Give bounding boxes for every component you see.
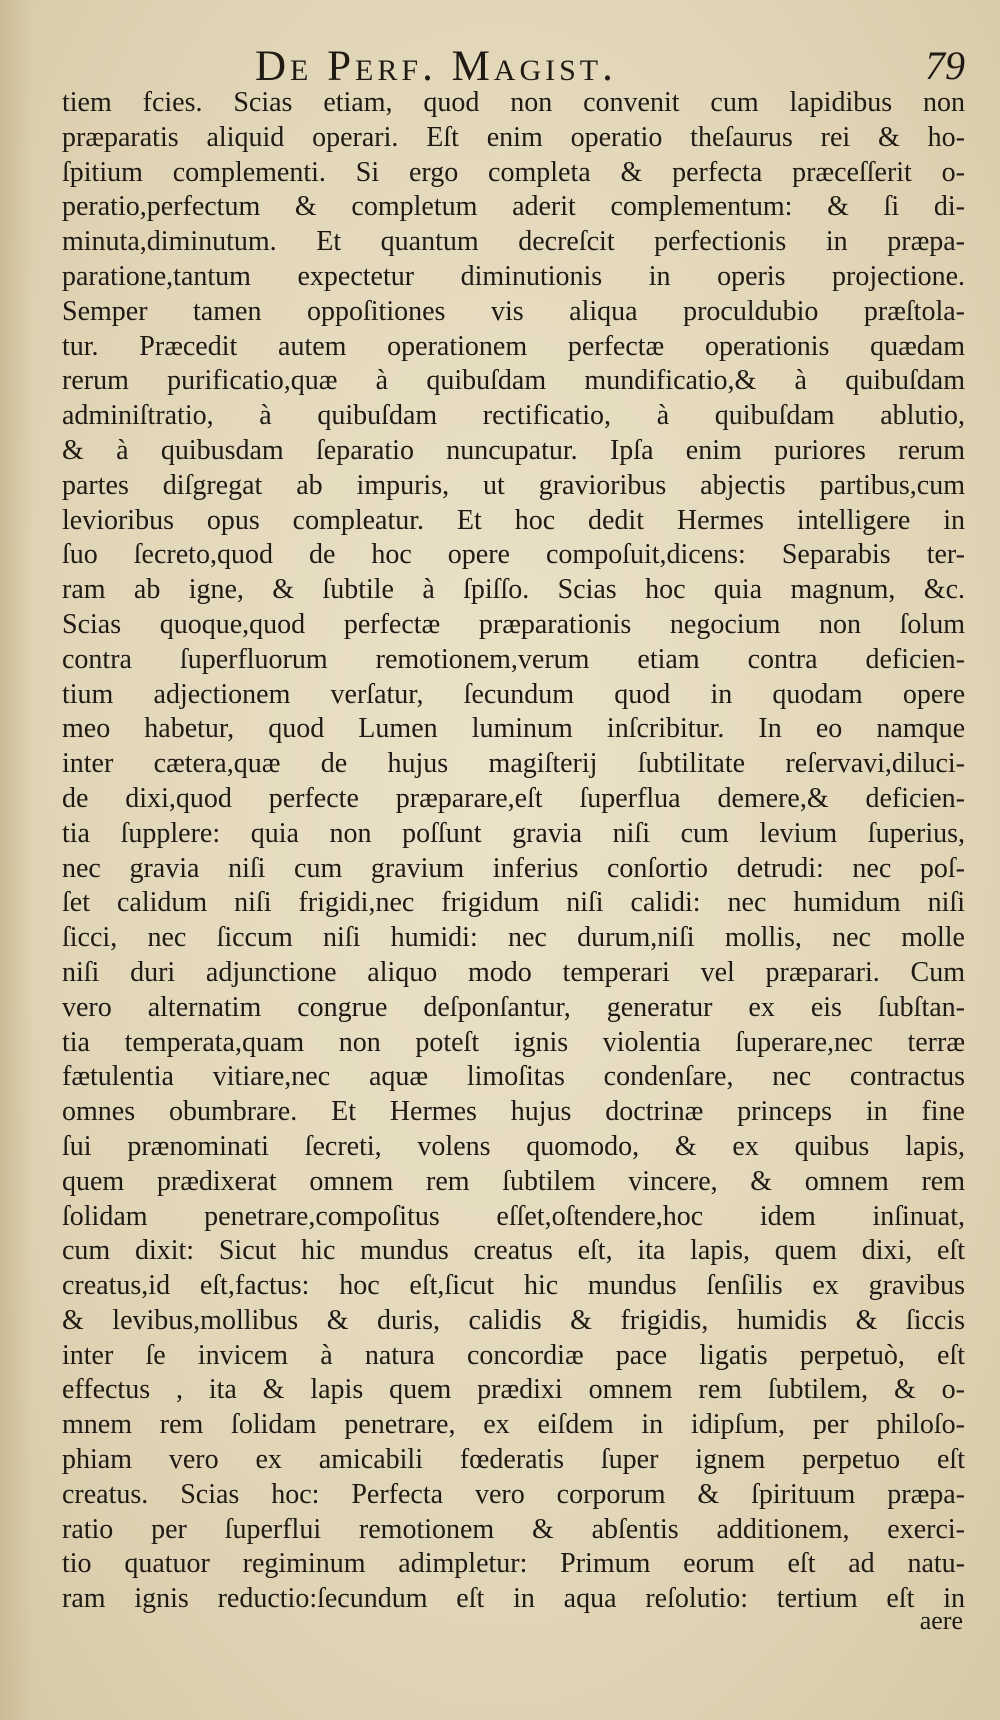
text-line: Scias quoque,quod perfectæ præparationis negocium non ſolum [62,608,965,640]
text-line: nec gravia niſi cum gravium inferius conſortio detrudi: nec poſ- [62,852,965,884]
text-line: phiam vero ex amicabili fœderatis ſuper ignem perpetuo eſt [62,1444,965,1476]
text-line: creatus. Scias hoc: Perfecta vero corporum & ſpirituum præpa- [62,1478,965,1510]
text-line: levioribus opus compleatur. Et hoc dedit Hermes intelligere in [62,504,965,536]
text-line: & levibus,mollibus & duris, calidis & frigidis, humidis & ſiccis [62,1304,965,1336]
text-line: tia ſupplere: quia non poſſunt gravia niſi cum levium ſuperius, [62,817,965,849]
gutter-shadow [0,0,34,1720]
text-line: tio quatuor regiminum adimpletur: Primum eorum eſt ad natu- [62,1548,965,1580]
page-number: 79 [925,43,965,88]
text-line: ſicci, nec ſiccum niſi humidi: nec durum,niſi mollis, nec molle [62,922,965,954]
text-line: quem prædixerat omnem rem ſubtilem vincere, & omnem rem [62,1165,965,1197]
running-title: De Perf. Magist. [255,43,617,90]
text-line: ſolidam penetrare,compoſitus eſſet,oſtendere,hoc idem inſinuat, [62,1200,965,1232]
text-line: ſui prænominati ſecreti, volens quomodo, & ex quibus lapis, [62,1130,965,1162]
text-line: inter cætera,quæ de hujus magiſterij ſubtilitate reſervavi,diluci- [62,748,965,780]
text-line: adminiſtratio, à quibuſdam rectificatio, à quibuſdam ablutio, [62,400,965,432]
text-line: vero alternatim congrue deſponſantur, generatur ex eis ſubſtan- [62,991,965,1023]
text-line: inter ſe invicem à natura concordiæ pace ligatis perpetuò, eſt [62,1339,965,1371]
text-line: mnem rem ſolidam penetrare, ex eiſdem in idipſum, per philoſo- [62,1409,965,1441]
text-line: tium adjectionem verſatur, ſecundum quod in quodam opere [62,678,965,710]
text-line: fætulentia vitiare,nec aquæ limoſitas condenſare, nec contractus [62,1061,965,1093]
text-line: de dixi,quod perfecte præparare,eſt ſuperflua demere,& deficien- [62,782,965,814]
text-line: Semper tamen oppoſitiones vis aliqua proculdubio præſtola- [62,295,965,327]
text-line: contra ſuperfluorum remotionem,verum etiam contra deficien- [62,643,965,675]
text-line: præparatis aliquid operari. Eſt enim operatio theſaurus rei & ho- [62,121,965,153]
text-line: & à quibusdam ſeparatio nuncupatur. Ipſa enim puriores rerum [62,434,965,466]
text-line: meo habetur, quod Lumen luminum inſcribitur. In eo namque [62,713,965,745]
page-header [40,42,965,92]
text-line: tia temperata,quam non poteſt ignis violentia ſuperare,nec terræ [62,1026,965,1058]
text-line: paratione,tantum expectetur diminutionis in operis projectione. [62,260,965,292]
text-line: ſpitium complementi. Si ergo completa & perfecta præceſſerit o- [62,156,965,188]
text-line: omnes obumbrare. Et Hermes hujus doctrinæ princeps in fine [62,1096,965,1128]
text-line: cum dixit: Sicut hic mundus creatus eſt, ita lapis, quem dixi, eſt [62,1235,965,1267]
text-line: ram ignis reductio:ſecundum eſt in aqua reſolutio: tertium eſt in [62,1583,965,1615]
text-line: creatus,id eſt,factus: hoc eſt,ſicut hic mundus ſenſilis ex gravibus [62,1270,965,1302]
text-line: ſuo ſecreto,quod de hoc opere compoſuit,dicens: Separabis ter- [62,539,965,571]
catchword: aere [919,1606,963,1635]
text-line: partes diſgregat ab impuris, ut gravioribus abjectis partibus,cum [62,469,965,501]
text-line: niſi duri adjunctione aliquo modo temperari vel præparari. Cum [62,956,965,988]
text-line: tur. Præcedit autem operationem perfectæ operationis quædam [62,330,965,362]
text-line: ram ab igne, & ſubtile à ſpiſſo. Scias hoc quia magnum, &c. [62,574,965,606]
text-line: rerum purificatio,quæ à quibuſdam mundificatio,& à quibuſdam [62,365,965,397]
text-line: tiem fcies. Scias etiam, quod non convenit cum lapidibus non [62,87,965,118]
text-line: ratio per ſuperflui remotionem & abſentis additionem, exerci- [62,1513,965,1545]
text-line: minuta,diminutum. Et quantum decreſcit perfectionis in præpa- [62,226,965,258]
body-text [62,86,965,1617]
text-line: effectus , ita & lapis quem prædixi omnem rem ſubtilem, & o- [62,1374,965,1406]
text-line: ſet calidum niſi frigidi,nec frigidum niſi calidi: nec humidum niſi [62,887,965,919]
text-line: peratio,perfectum & completum aderit complementum: & ſi di- [62,191,965,223]
